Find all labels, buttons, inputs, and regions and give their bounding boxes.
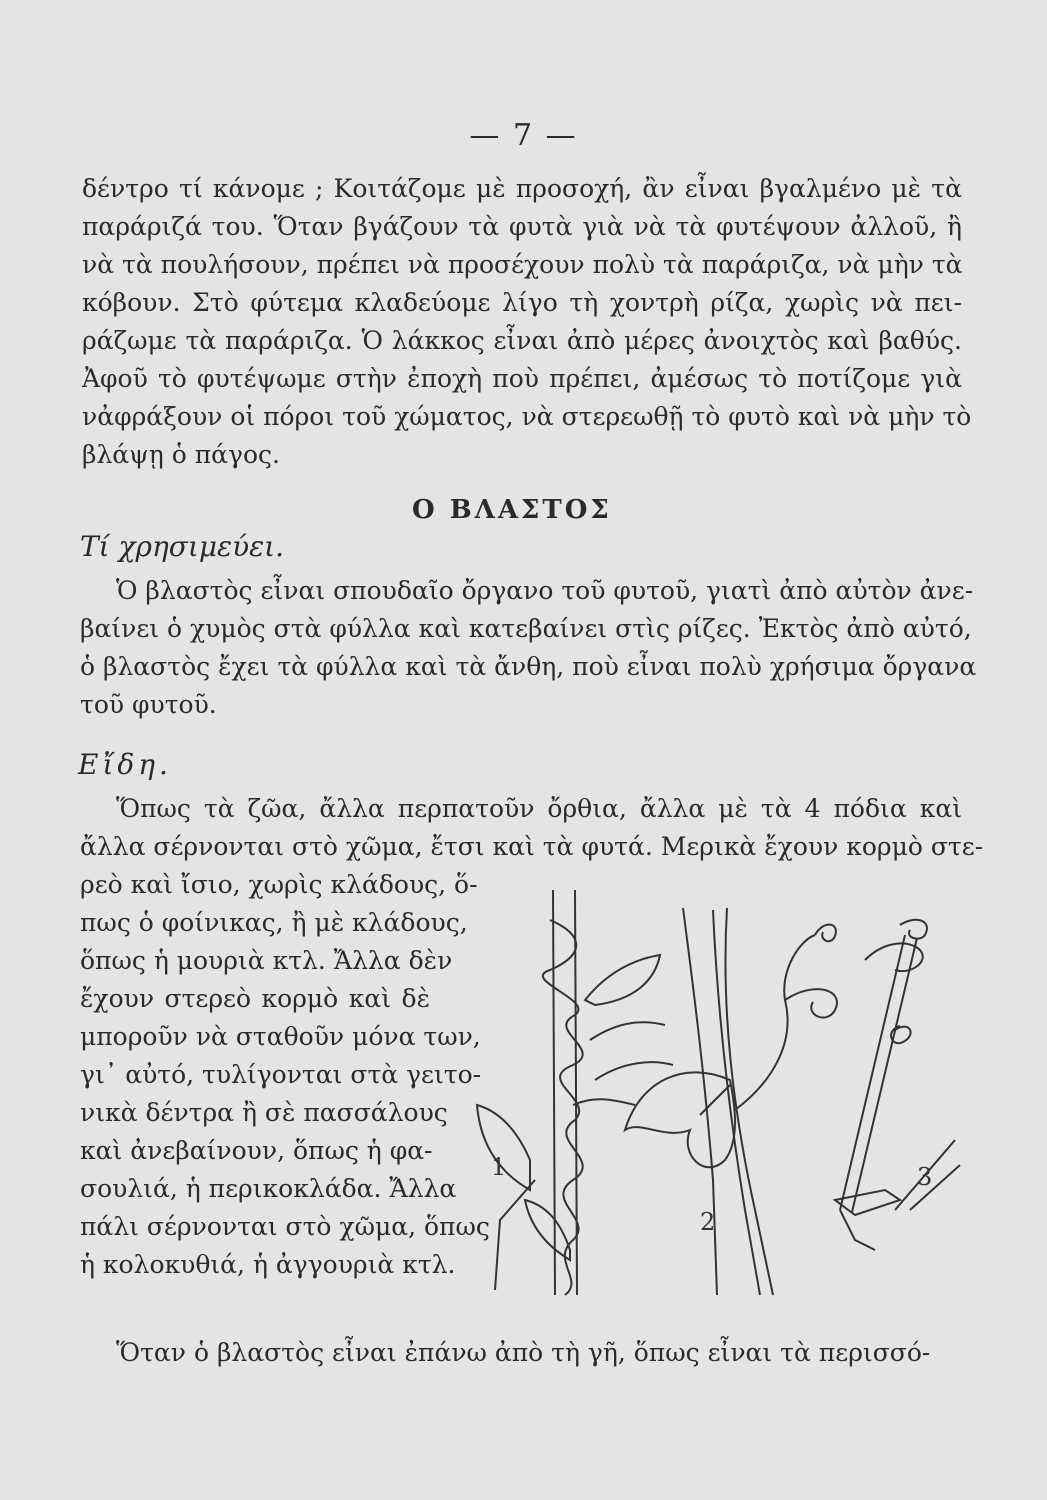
text-line: ὁ βλαστὸς ἔχει τὰ φύλλα καὶ τὰ ἄνθη, ποὺ εἶναι πολὺ χρήσιμα ὄργανα (80, 652, 977, 681)
subheading-use: Τί χρησιμεύει. (80, 530, 284, 563)
text-line: ἔχουν στερεὸ κορμὸ καὶ δὲ (80, 984, 430, 1013)
text-line: πάλι σέρνονται στὸ χῶμα, ὅπως (80, 1212, 490, 1241)
text-line: κόβουν. Στὸ φύτεμα κλαδεύομε λίγο τὴ χοντρὴ ρίζα, χωρὶς νὰ πει- (82, 288, 962, 317)
text-line: Ὁ βλαστὸς εἶναι σπουδαῖο ὄργανο τοῦ φυτοῦ, γιατὶ ἀπὸ αὐτὸν ἀνε- (116, 576, 974, 605)
text-line: σουλιά, ἡ περικοκλάδα. Ἄλλα (80, 1174, 457, 1203)
figure-label-1: 1 (491, 1153, 507, 1181)
paragraph-narrow (80, 866, 490, 1284)
text-line: ὅπως ἡ μουριὰ κτλ. Ἄλλα δὲν (80, 946, 453, 975)
figure-1-twining-plant (477, 890, 673, 1295)
page-number: — 7 — (469, 118, 578, 153)
text-line: Ἀφοῦ τὸ φυτέψωμε στὴν ἐποχὴ ποὺ πρέπει, ἀμέσως τὸ ποτίζομε γιὰ (82, 364, 962, 393)
text-line: βαίνει ὁ χυμὸς στὰ φύλλα καὶ κατεβαίνει στὶς ρίζες. Ἐκτὸς ἀπὸ αὐτό, (80, 614, 972, 643)
figure-3-stake-with-tendrils (835, 920, 960, 1250)
text-line: καὶ ἀνεβαίνουν, ὅπως ἡ φα- (80, 1136, 433, 1165)
text-line: πως ὁ φοίνικας, ἢ μὲ κλάδους, (80, 908, 468, 937)
text-line: ἡ κολοκυθιά, ἡ ἀγγουριὰ κτλ. (80, 1250, 456, 1279)
section-title: Ο ΒΛΑΣΤΟΣ (412, 495, 612, 525)
subheading-kinds: Εἴδη. (78, 748, 172, 781)
figure-label-3: 3 (917, 1163, 933, 1191)
text-line: παράριζά του. Ὅταν βγάζουν τὰ φυτὰ γιὰ νὰ τὰ φυτέψουν ἀλλοῦ, ἢ (82, 212, 962, 241)
text-line: βλάψῃ ὁ πάγος. (82, 440, 280, 469)
text-line: ἄλλα σέρνονται στὸ χῶμα, ἔτσι καὶ τὰ φυτά. Μερικὰ ἔχουν κορμὸ στε- (80, 832, 984, 861)
final-line (116, 1334, 946, 1372)
figure-label-2: 2 (700, 1208, 716, 1236)
text-line: ράζωμε τὰ παράριζα. Ὁ λάκκος εἶναι ἀπὸ μέρες ἀνοιχτὸς καὶ βαθύς. (82, 326, 962, 355)
text-line: νικὰ δέντρα ἢ σὲ πασσάλους (80, 1098, 448, 1127)
intro-paragraph (82, 170, 972, 474)
text-line: Ὅπως τὰ ζῶα, ἄλλα περπατοῦν ὄρθια, ἄλλα μὲ τὰ 4 πόδια καὶ (116, 794, 962, 823)
text-line: τοῦ φυτοῦ. (80, 690, 217, 719)
text-line: γι᾿ αὐτό, τυλίγονται στὰ γειτο- (80, 1060, 482, 1089)
text-line: ρεὸ καὶ ἴσιο, χωρὶς κλάδους, ὅ- (80, 870, 478, 899)
text-line: νἀφράξουν οἱ πόροι τοῦ χώματος, νὰ στερεωθῇ τὸ φυτὸ καὶ νὰ μὴν τὸ (82, 402, 972, 431)
text-line: μποροῦν νὰ σταθοῦν μόνα των, (80, 1022, 481, 1051)
text-line: νὰ τὰ πουλήσουν, πρέπει νὰ προσέχουν πολὺ τὰ παράριζα, νὰ μὴν τὰ (82, 250, 963, 279)
text-line: δέντρο τί κάνομε ; Κοιτάζομε μὲ προσοχή, ἂν εἶναι βγαλμένο μὲ τὰ (82, 174, 962, 203)
paragraph-use (80, 572, 977, 724)
paragraph-kinds (80, 790, 984, 866)
text-line: Ὅταν ὁ βλαστὸς εἶναι ἐπάνω ἀπὸ τὴ γῆ, ὅπως εἶναι τὰ περισσό- (116, 1338, 931, 1367)
climbing-plants-illustration (455, 880, 965, 1300)
